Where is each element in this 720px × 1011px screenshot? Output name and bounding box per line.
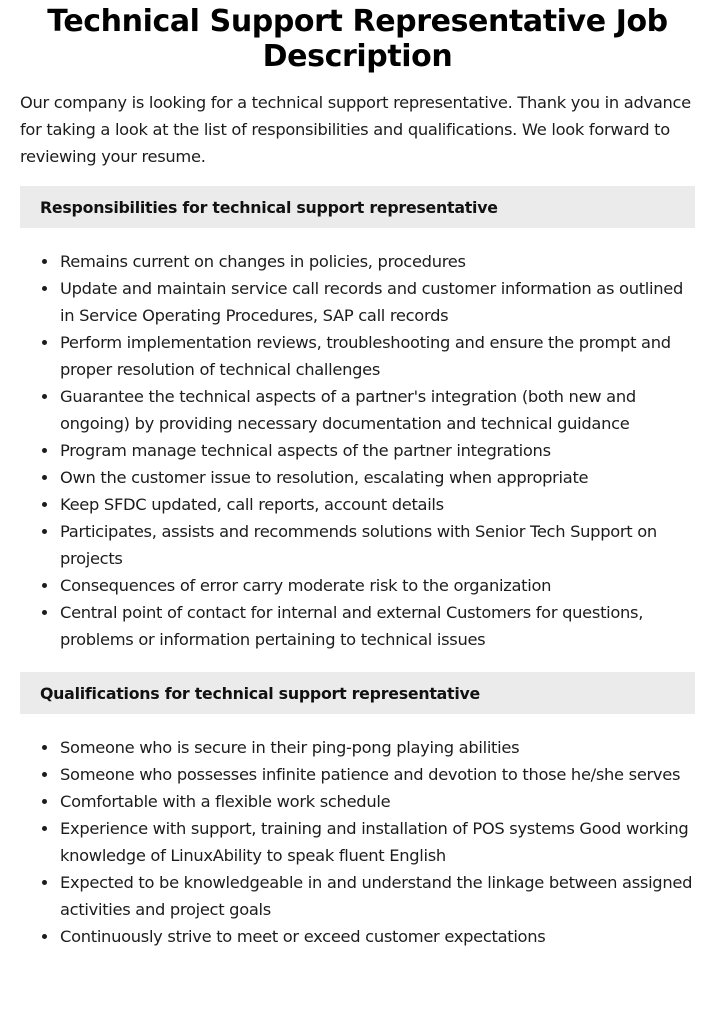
list-item: Perform implementation reviews, troubleshooting and ensure the prompt and proper resolution of technical challenges [60,329,695,383]
list-item: Someone who possesses infinite patience and devotion to those he/she serves [60,761,695,788]
list-item: Remains current on changes in policies, procedures [60,248,695,275]
responsibilities-list [20,248,695,653]
list-item: Comfortable with a flexible work schedule [60,788,695,815]
qualifications-heading: Qualifications for technical support representative [20,672,695,714]
list-item: Program manage technical aspects of the partner integrations [60,437,695,464]
list-item: Someone who is secure in their ping-pong playing abilities [60,734,695,761]
list-item: Continuously strive to meet or exceed customer expectations [60,923,695,950]
list-item: Guarantee the technical aspects of a partner's integration (both new and ongoing) by providing necessary documentation and technical guidance [60,383,695,437]
intro-paragraph: Our company is looking for a technical support representative. Thank you in advance for taking a look at the list of responsibilities and qualifications. We look forward to reviewing your resume. [20,93,691,166]
list-item: Expected to be knowledgeable in and understand the linkage between assigned activities and project goals [60,869,695,923]
list-item: Keep SFDC updated, call reports, account details [60,491,695,518]
list-item: Participates, assists and recommends solutions with Senior Tech Support on projects [60,518,695,572]
list-item: Own the customer issue to resolution, escalating when appropriate [60,464,695,491]
page-title: Technical Support Representative Job Description [47,4,668,74]
list-item: Update and maintain service call records and customer information as outlined in Service Operating Procedures, SAP call records [60,275,695,329]
qualifications-list [20,734,695,950]
job-description-page [20,0,695,950]
responsibilities-heading: Responsibilities for technical support representative [20,186,695,228]
list-item: Consequences of error carry moderate risk to the organization [60,572,695,599]
list-item: Experience with support, training and installation of POS systems Good working knowledge of LinuxAbility to speak fluent English [60,815,695,869]
list-item: Central point of contact for internal and external Customers for questions, problems or information pertaining to technical issues [60,599,695,653]
